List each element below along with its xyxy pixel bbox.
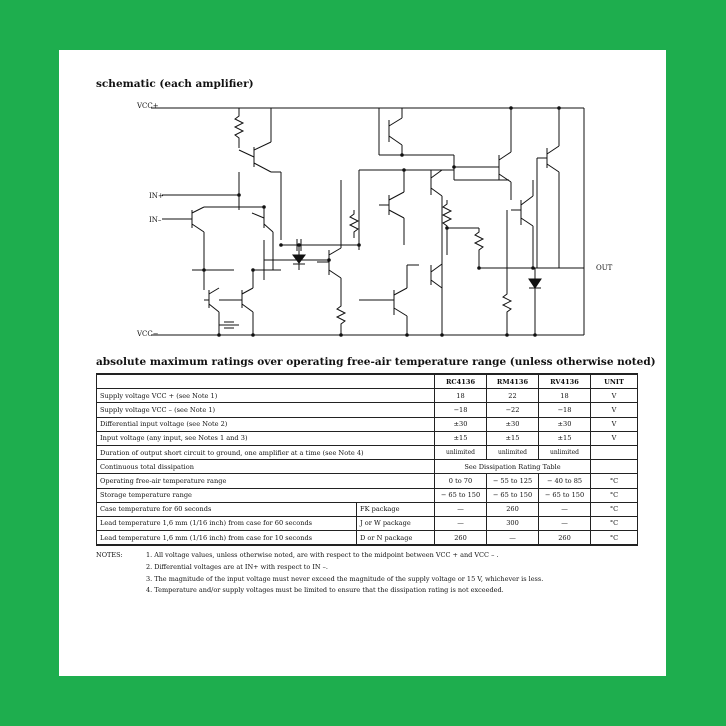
- amplifier-schematic: [59, 50, 666, 350]
- param-cell: Operating free-air temperature range: [97, 474, 435, 488]
- param-cell: Differential input voltage (see Note 2): [97, 417, 435, 431]
- in-minus-label: IN–: [149, 216, 162, 224]
- table-row: Storage temperature range − 65 to 150 − 65 to 150 − 65 to 150 °C: [97, 488, 638, 502]
- package-cell: FK package: [357, 502, 435, 516]
- table-row: [97, 460, 638, 474]
- table-header-row: [97, 374, 638, 389]
- table-row: Lead temperature 1,6 mm (1/16 inch) from case for 10 seconds D or N package 260 — 260 °C: [97, 531, 638, 546]
- param-cell: Lead temperature 1,6 mm (1/16 inch) from case for 60 seconds: [97, 516, 357, 530]
- param-cell: Case temperature for 60 seconds: [97, 502, 357, 516]
- vcc-plus-label: VCC+: [137, 102, 159, 110]
- param-cell: Supply voltage VCC + (see Note 1): [97, 389, 435, 403]
- dissipation-note: See Dissipation Rating Table: [435, 460, 591, 474]
- param-cell: Lead temperature 1,6 mm (1/16 inch) from case for 10 seconds: [97, 531, 357, 546]
- table-row: Lead temperature 1,6 mm (1/16 inch) from case for 60 seconds J or W package — 300 — °C: [97, 516, 638, 530]
- package-cell: J or W package: [357, 516, 435, 530]
- vcc-minus-label: VCC−: [137, 330, 159, 338]
- table-row: Input voltage (any input, see Notes 1 and 3) ±15 ±15 ±15 V: [97, 431, 638, 445]
- table-row: Duration of output short circuit to ground, one amplifier at a time (see Note 4) unlimited unlimited unlimited: [97, 445, 638, 459]
- note-item: 3. The magnitude of the input voltage must never exceed the magnitude of the supply voltage or 15 V, whichever is less.: [146, 574, 544, 583]
- schematic-title: schematic (each amplifier): [96, 78, 254, 90]
- param-cell: Continuous total dissipation: [97, 460, 435, 474]
- param-cell: Duration of output short circuit to ground, one amplifier at a time (see Note 4): [97, 445, 435, 459]
- table-row: Supply voltage VCC – (see Note 1) −18 −22 −18 V: [97, 403, 638, 417]
- out-label: OUT: [596, 264, 613, 272]
- table-row: Case temperature for 60 seconds FK package — 260 — °C: [97, 502, 638, 516]
- param-cell: Input voltage (any input, see Notes 1 and 3): [97, 431, 435, 445]
- note-item: NOTES: 1. All voltage values, unless otherwise noted, are with respect to the midpoint between VCC + and VCC – .: [96, 551, 656, 563]
- param-cell: Supply voltage VCC – (see Note 1): [97, 403, 435, 417]
- notes-label: NOTES:: [96, 551, 123, 559]
- col-header: UNIT: [591, 374, 638, 389]
- diode: [293, 255, 305, 263]
- absolute-max-ratings-table: [96, 373, 638, 546]
- col-header: RC4136: [435, 374, 487, 389]
- col-header: RV4136: [539, 374, 591, 389]
- in-plus-label: IN+: [149, 192, 164, 200]
- table-row: Operating free-air temperature range 0 to 70 − 55 to 125 − 40 to 85 °C: [97, 474, 638, 488]
- table-row: Differential input voltage (see Note 2) ±30 ±30 ±30 V: [97, 417, 638, 431]
- package-cell: D or N package: [357, 531, 435, 546]
- ratings-title: absolute maximum ratings over operating free-air temperature range (unless otherwise noted): [96, 356, 656, 368]
- table-row: Supply voltage VCC + (see Note 1) 18 22 18 V: [97, 389, 638, 403]
- note-item: 4. Temperature and/or supply voltages must be limited to ensure that the dissipation rating is not exceeded.: [146, 586, 504, 595]
- datasheet-page: [59, 50, 666, 676]
- param-cell: Storage temperature range: [97, 488, 435, 502]
- col-header: RM4136: [487, 374, 539, 389]
- resistor: [235, 108, 243, 148]
- note-item: 2. Differential voltages are at IN+ with respect to IN –.: [146, 562, 329, 571]
- notes-section: [96, 551, 656, 598]
